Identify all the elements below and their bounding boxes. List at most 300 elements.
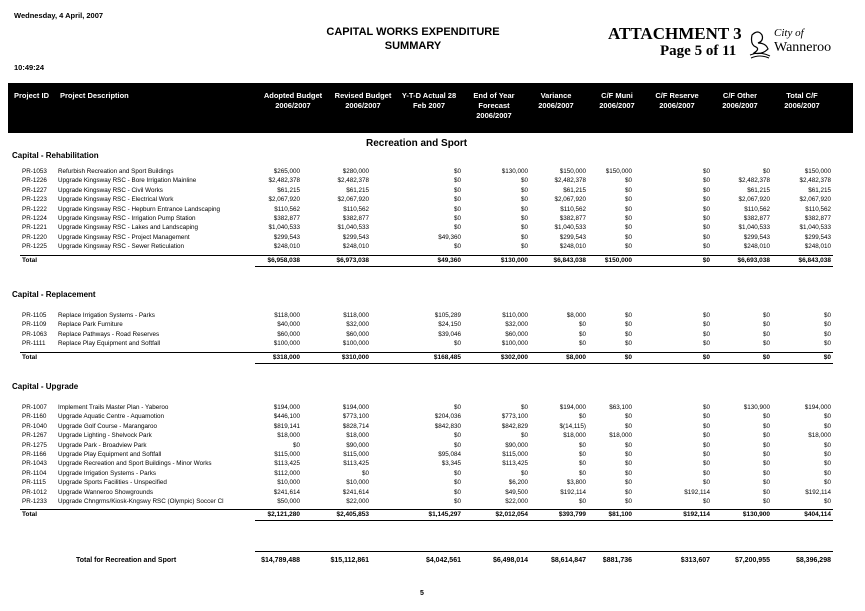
project-id-cell: PR-1007 [22,404,47,411]
col-eoy: End of Year Forecast 2006/2007 [473,91,515,120]
total-value: $318,000 [272,353,300,361]
value-cell: $3,345 [441,460,461,468]
project-id-cell: PR-1160 [22,413,47,421]
value-cell: $0 [702,196,710,204]
value-cell: $299,543 [559,233,586,241]
value-cell: $0 [823,469,831,477]
value-cell: $1,040,533 [337,224,369,232]
value-cell: $130,900 [743,404,770,411]
value-cell: $773,100 [501,413,528,421]
value-cell: $0 [762,330,770,338]
project-id-cell: PR-1233 [22,498,47,505]
value-cell: $2,482,378 [799,177,831,185]
total-value: $6,958,038 [267,256,300,264]
value-cell: $0 [702,404,710,411]
value-cell: $0 [624,224,632,232]
value-cell: $0 [453,224,461,232]
value-cell: $192,114 [684,488,710,496]
value-cell: $61,215 [277,186,300,194]
project-desc-cell: Upgrade Kingsway RSC - Project Management [58,233,190,241]
value-cell: $2,067,920 [799,196,831,204]
value-cell: $0 [578,460,586,468]
value-cell: $0 [702,479,710,487]
grand-total-value: $8,396,298 [795,557,831,564]
value-cell: $90,000 [505,441,528,449]
section-title: Recreation and Sport [366,138,468,149]
value-cell: $0 [624,243,632,251]
value-cell: $0 [453,432,461,440]
value-cell: $0 [762,432,770,440]
total-underline [255,520,833,521]
value-cell: $0 [453,215,461,222]
project-id-cell: PR-1040 [22,422,47,430]
value-cell: $115,000 [343,451,369,458]
attachment-label: ATTACHMENT 3 [608,24,742,43]
value-cell: $382,877 [342,215,369,222]
value-cell: $0 [702,233,710,241]
value-cell: $382,877 [273,215,300,222]
value-cell: $0 [453,488,461,496]
value-cell: $100,000 [342,340,369,348]
group-heading: Capital - Upgrade [12,382,79,391]
value-cell: $0 [520,404,528,411]
value-cell: $0 [762,498,770,505]
value-cell: $0 [823,441,831,449]
value-cell: $1,040,533 [799,224,831,232]
value-cell: $842,830 [434,422,461,430]
value-cell: $0 [702,186,710,194]
value-cell: $2,067,920 [337,196,369,204]
value-cell: $18,000 [346,432,369,440]
total-value: $130,000 [500,256,528,264]
col-project-desc: Project Description [60,91,129,100]
value-cell: $0 [762,488,770,496]
total-value: $6,693,038 [737,256,770,264]
value-cell: $0 [520,205,528,213]
col-total-cf: Total C/F 2006/2007 [784,91,820,110]
project-desc-cell: Replace Pathways - Road Reserves [58,330,160,338]
value-cell: $0 [453,441,461,449]
value-cell: $118,000 [274,312,300,319]
value-cell: $0 [702,177,710,185]
value-cell: $0 [453,479,461,487]
value-cell: $194,000 [342,404,369,411]
value-cell: $10,000 [346,479,369,487]
table-row [0,243,865,253]
value-cell: $0 [578,451,586,458]
value-cell: $2,482,378 [738,177,770,185]
value-cell: $446,100 [273,413,300,421]
value-cell: $18,000 [277,432,300,440]
value-cell: $150,000 [559,168,586,175]
page-label: Page 5 of 11 [660,43,737,59]
project-id-cell: PR-1053 [22,168,47,175]
value-cell: $0 [578,413,586,421]
total-value: $1,145,297 [428,511,461,519]
value-cell: $299,543 [342,233,369,241]
value-cell: $18,000 [563,432,586,440]
value-cell: $0 [762,321,770,329]
project-desc-cell: Replace Park Furniture [58,321,123,329]
table-row [0,498,865,508]
project-desc-cell: Upgrade Kingsway RSC - Lakes and Landscaping [58,224,199,232]
value-cell: $241,614 [273,488,300,496]
value-cell: $299,543 [804,233,831,241]
column-header-bar [8,83,853,133]
value-cell: $2,482,378 [268,177,300,185]
value-cell: $22,000 [346,498,369,505]
col-variance: Variance 2006/2007 [538,91,574,110]
value-cell: $0 [762,312,770,319]
project-id-cell: PR-1221 [22,224,47,232]
total-value: $0 [823,353,831,361]
value-cell: $3,800 [566,479,586,487]
value-cell: $0 [762,469,770,477]
value-cell: $18,000 [808,432,831,440]
value-cell: $280,000 [342,168,369,175]
value-cell: $0 [702,460,710,468]
value-cell: $100,000 [273,340,300,348]
value-cell: $115,000 [502,451,528,458]
value-cell: $382,877 [559,215,586,222]
value-cell: $61,215 [563,186,586,194]
value-cell: $0 [578,498,586,505]
value-cell: $0 [453,404,461,411]
value-cell: $61,215 [346,186,369,194]
project-desc-cell: Upgrade Irrigation Systems - Parks [58,469,156,477]
value-cell: $0 [520,196,528,204]
value-cell: $150,000 [605,168,632,175]
project-desc-cell: Upgrade Aquatic Centre - Aquamotion [58,413,165,421]
total-value: $0 [702,353,710,361]
value-cell: $0 [453,205,461,213]
value-cell: $2,067,920 [268,196,300,204]
project-desc-cell: Upgrade Play Equipment and Softfall [58,451,162,458]
value-cell: $32,000 [346,321,369,329]
value-cell: $60,000 [346,330,369,338]
col-project-id: Project ID [14,91,50,100]
value-cell: $90,000 [346,441,369,449]
grand-total-top-line [255,551,833,552]
project-id-cell: PR-1105 [22,312,47,319]
value-cell: $204,036 [434,413,461,421]
value-cell: $110,562 [744,205,770,213]
group-heading: Capital - Rehabilitation [12,151,99,160]
project-desc-cell: Upgrade Golf Course - Marangaroo [58,422,158,430]
project-desc-cell: Upgrade Wanneroo Showgrounds [58,488,153,496]
value-cell: $0 [520,215,528,222]
value-cell: $0 [762,422,770,430]
value-cell: $0 [453,168,461,175]
report-date: Wednesday, 4 April, 2007 [14,11,104,20]
project-desc-cell: Upgrade Recreation and Sport Buildings - Minor Works [58,460,212,468]
total-value: $168,485 [433,353,461,361]
value-cell: $0 [578,441,586,449]
total-value: $81,100 [608,511,632,519]
project-id-cell: PR-1043 [22,460,47,468]
value-cell: $0 [361,469,369,477]
value-cell: $113,425 [343,460,369,468]
value-cell: $18,000 [609,432,632,440]
grand-total-value: $14,789,488 [261,557,300,564]
value-cell: $2,482,378 [337,177,369,185]
value-cell: $0 [624,196,632,204]
project-desc-cell: Upgrade Kingsway RSC - Sewer Reticulation [58,243,184,251]
value-cell: $112,000 [274,469,300,477]
col-ytd: Y-T-D Actual 28 Feb 2007 [401,91,457,110]
project-id-cell: PR-1227 [22,186,47,194]
total-value: $6,973,038 [336,256,369,264]
project-id-cell: PR-1111 [22,340,46,348]
value-cell: $63,100 [609,404,632,411]
value-cell: $0 [624,413,632,421]
value-cell: $49,500 [505,488,528,496]
value-cell: $265,000 [273,168,300,175]
value-cell: $113,425 [502,460,528,468]
value-cell: $2,482,378 [554,177,586,185]
value-cell: $0 [520,224,528,232]
value-cell: $0 [453,243,461,251]
page-number: 5 [420,590,424,597]
project-desc-cell: Replace Play Equipment and Softfall [58,340,161,348]
project-id-cell: PR-1063 [22,330,47,338]
value-cell: $113,425 [274,460,300,468]
total-value: $393,799 [558,511,586,519]
value-cell: $0 [702,215,710,222]
report-title: CAPITAL WORKS EXPENDITURE [326,26,500,38]
total-label: Total [22,511,38,519]
value-cell: $0 [624,498,632,505]
value-cell: $0 [702,205,710,213]
value-cell: $0 [823,498,831,505]
value-cell: $0 [702,451,710,458]
project-id-cell: PR-1109 [22,321,47,329]
total-value: $150,000 [604,256,632,264]
value-cell: $110,562 [274,205,300,213]
value-cell: $0 [823,460,831,468]
value-cell: $0 [762,413,770,421]
value-cell: $10,000 [277,479,300,487]
value-cell: $241,614 [342,488,369,496]
value-cell: $192,114 [805,488,831,496]
value-cell: $194,000 [804,404,831,411]
total-value: $2,012,054 [495,511,528,519]
value-cell: $0 [520,186,528,194]
total-value: $2,121,280 [267,511,300,519]
value-cell: $8,000 [566,312,586,319]
value-cell: $130,000 [501,168,528,175]
value-cell: $299,543 [273,233,300,241]
col-cf-muni: C/F Muni 2006/2007 [599,91,635,110]
value-cell: $0 [823,321,831,329]
project-desc-cell: Upgrade Kingsway RSC - Electrical Work [58,196,174,204]
project-id-cell: PR-1104 [22,469,47,477]
report-subtitle: SUMMARY [384,40,442,52]
value-cell: $248,010 [273,243,300,251]
value-cell: $0 [453,469,461,477]
value-cell: $32,000 [505,321,528,329]
value-cell: $115,000 [274,451,300,458]
value-cell: $0 [823,422,831,430]
value-cell: $40,000 [277,321,300,329]
value-cell: $0 [578,469,586,477]
value-cell: $0 [453,196,461,204]
total-value: $6,843,038 [553,256,586,264]
value-cell: $0 [453,340,461,348]
value-cell: $0 [292,441,300,449]
value-cell: $382,877 [743,215,770,222]
total-value: $192,114 [683,511,710,519]
project-id-cell: PR-1222 [22,205,47,213]
value-cell: $0 [762,451,770,458]
value-cell: $0 [702,224,710,232]
project-id-cell: PR-1166 [22,451,47,458]
project-id-cell: PR-1267 [22,432,47,440]
value-cell: $192,114 [560,488,586,496]
value-cell: $1,040,533 [268,224,300,232]
value-cell: $105,289 [434,312,461,319]
value-cell: $0 [702,432,710,440]
value-cell: $248,010 [804,243,831,251]
grand-total-value: $15,112,861 [330,557,369,564]
total-value: $0 [702,256,710,264]
total-value: $8,000 [566,353,586,361]
project-desc-cell: Upgrade Sports Facilities - Unspecified [58,479,167,487]
value-cell: $299,543 [743,233,770,241]
value-cell: $0 [702,498,710,505]
value-cell: $0 [702,330,710,338]
project-id-cell: PR-1224 [22,215,47,222]
value-cell: $0 [823,451,831,458]
value-cell: $0 [624,321,632,329]
project-desc-cell: Refurbish Recreation and Sport Buildings [58,168,174,175]
grand-total-value: $4,042,561 [425,557,461,564]
value-cell: $0 [823,479,831,487]
value-cell: $248,010 [559,243,586,251]
value-cell: $382,877 [804,215,831,222]
total-value: $2,405,853 [336,511,369,519]
project-desc-cell: Upgrade Kingsway RSC - Hepburn Entrance Landscaping [58,205,221,213]
total-value: $6,843,038 [798,256,831,264]
value-cell: $828,714 [342,422,369,430]
value-cell: $6,200 [508,479,528,487]
value-cell: $24,150 [438,321,461,329]
project-desc-cell: Replace Irrigation Systems - Parks [58,312,155,319]
grand-total-value: $313,607 [680,557,710,564]
col-cf-reserve: C/F Reserve 2006/2007 [655,91,699,110]
grand-total-value: $7,200,955 [734,557,770,564]
logo-city-text: City of [774,27,804,39]
value-cell: $0 [624,479,632,487]
value-cell: $0 [624,330,632,338]
value-cell: $0 [702,312,710,319]
grand-total-row [0,557,865,569]
value-cell: $0 [453,498,461,505]
value-cell: $50,000 [277,498,300,505]
value-cell: $22,000 [505,498,528,505]
total-separator [20,509,833,510]
total-value: $302,000 [500,353,528,361]
value-cell: $819,141 [273,422,300,430]
value-cell: $0 [578,321,586,329]
value-cell: $0 [823,330,831,338]
value-cell: $0 [762,168,770,175]
value-cell: $0 [578,330,586,338]
value-cell: $0 [823,413,831,421]
total-label: Total [22,353,38,361]
value-cell: $0 [702,168,710,175]
value-cell: $194,000 [273,404,300,411]
project-desc-cell: Upgrade Chngrms/Kiosk-Kngswy RSC (Olympic) Soccer Cl [58,498,224,505]
value-cell: $0 [624,215,632,222]
total-separator [20,352,833,353]
value-cell: $100,000 [501,340,528,348]
project-desc-cell: Upgrade Kingsway RSC - Civil Works [58,186,163,194]
project-desc-cell: Upgrade Lighting - Shelvock Park [58,432,152,440]
value-cell: $248,010 [743,243,770,251]
value-cell: $0 [624,451,632,458]
value-cell: $110,562 [805,205,831,213]
value-cell: $118,000 [343,312,369,319]
value-cell: $(14,115) [559,422,586,430]
value-cell: $0 [702,413,710,421]
report-time: 10:49:24 [14,63,45,72]
value-cell: $60,000 [505,330,528,338]
value-cell: $0 [624,233,632,241]
total-value: $310,000 [341,353,369,361]
value-cell: $773,100 [342,413,369,421]
value-cell: $110,562 [343,205,369,213]
project-id-cell: PR-1225 [22,243,47,251]
total-value: $404,114 [804,511,831,519]
project-desc-cell: Upgrade Kingsway RSC - Bore Irrigation Mainline [58,177,197,185]
value-cell: $0 [453,186,461,194]
value-cell: $0 [520,177,528,185]
value-cell: $842,829 [501,422,528,430]
logo-name-text: Wanneroo [774,40,832,55]
project-id-cell: PR-1275 [22,441,47,449]
project-id-cell: PR-1012 [22,488,47,496]
value-cell: $1,040,533 [738,224,770,232]
value-cell: $0 [624,177,632,185]
value-cell: $0 [702,469,710,477]
grand-total-value: $8,614,847 [550,557,586,564]
project-id-cell: PR-1223 [22,196,47,204]
total-separator [20,255,833,256]
project-id-cell: PR-1220 [22,233,47,241]
total-value: $130,900 [742,511,770,519]
value-cell: $0 [520,243,528,251]
value-cell: $0 [624,460,632,468]
value-cell: $0 [762,479,770,487]
col-revised: Revised Budget 2006/2007 [334,91,392,110]
value-cell: $194,000 [559,404,586,411]
table-row [0,340,865,350]
value-cell: $0 [702,340,710,348]
value-cell: $110,000 [502,312,528,319]
value-cell: $0 [624,186,632,194]
value-cell: $95,084 [438,451,461,458]
value-cell: $0 [520,469,528,477]
value-cell: $0 [453,177,461,185]
total-underline [255,266,833,267]
value-cell: $0 [624,469,632,477]
city-logo [748,27,832,61]
value-cell: $0 [624,422,632,430]
value-cell: $0 [624,340,632,348]
col-cf-other: C/F Other 2006/2007 [722,91,758,110]
value-cell: $49,360 [438,233,461,241]
